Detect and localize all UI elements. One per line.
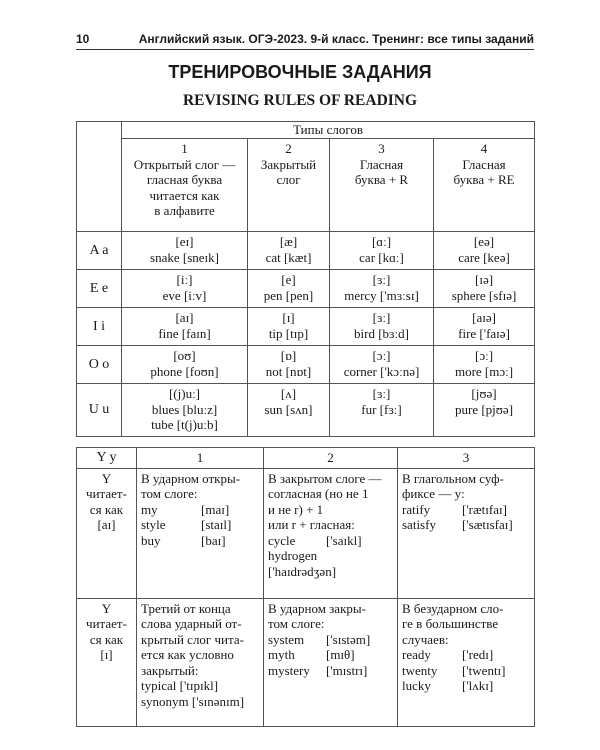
syllable-types-table xyxy=(76,121,535,437)
rule-cell: В ударном закры- том слоге: system ['sɪstəm] myth [mɪθ] mystery ['mɪstrɪ] xyxy=(264,598,398,726)
column-number: 2 xyxy=(264,448,398,469)
sound-cell: [aɪə] fire ['faɪə] xyxy=(434,308,535,346)
letter-y-table xyxy=(76,447,535,727)
corner-cell: Y y xyxy=(77,448,137,469)
letter-cell: A a xyxy=(77,232,122,270)
sound-cell: [jʊə] pure [pjʊə] xyxy=(434,384,535,437)
sound-cell: [ɔː] corner ['kɔːnə] xyxy=(330,346,434,384)
sound-cell: [ɜː] fur [fɜː] xyxy=(330,384,434,437)
column-number: 3 xyxy=(398,448,535,469)
sound-cell: [ʌ] sun [sʌn] xyxy=(248,384,330,437)
row-label: Y читает- ся как [aɪ] xyxy=(77,468,137,598)
column-header: 1 Открытый слог — гласная буква читается как в алфавите xyxy=(122,139,248,232)
example-line: system ['sɪstəm] xyxy=(268,631,371,647)
sound-cell: [ɪ] tip [tɪp] xyxy=(248,308,330,346)
sound-cell: [e] pen [pen] xyxy=(248,270,330,308)
table-row xyxy=(77,468,535,598)
column-number: 1 xyxy=(137,448,264,469)
table-row xyxy=(77,270,535,308)
y-header-row xyxy=(77,448,535,469)
empty-corner-cell xyxy=(77,122,122,232)
letter-cell: O o xyxy=(77,346,122,384)
rule-cell: Третий от конца слова ударный от- крытый слог чита- ется как условно закрытый: typical ['tɪpɪkl] synonym ['sɪnənɪm] xyxy=(137,598,264,726)
rule-cell: В безударном сло- ге в большинстве случаев: ready ['redɪ] twenty ['twentɪ] lucky ['lʌkɪ] xyxy=(398,598,535,726)
example-line: satisfy ['sætɪsfaɪ] xyxy=(402,517,513,532)
table-row xyxy=(77,384,535,437)
sound-cell: [aɪ] fine [faɪn] xyxy=(122,308,248,346)
example-line: buy [baɪ] xyxy=(141,532,226,548)
row-label: Y читает- ся как [ɪ] xyxy=(77,598,137,726)
section-subtitle: REVISING RULES OF READING xyxy=(182,92,418,109)
table-row xyxy=(77,598,535,726)
sound-cell: [ɜː] bird [bɜːd] xyxy=(330,308,434,346)
sound-cell: [ɪə] sphere [sfɪə] xyxy=(434,270,535,308)
rule-cell: В глагольном суф- фиксе — y: ratify ['rætɪfaɪ] satisfy ['sætɪsfaɪ] xyxy=(398,468,535,598)
letter-cell: E e xyxy=(77,270,122,308)
example-line: ready ['redɪ] xyxy=(402,647,494,662)
column-header: 4 Гласная буква + RE xyxy=(434,139,535,232)
column-header-row xyxy=(77,139,535,232)
sound-cell: [ɜː] mercy ['mɜːsɪ] xyxy=(330,270,434,308)
sound-cell: [ɒ] not [nɒt] xyxy=(248,346,330,384)
sound-cell: [eɪ] snake [sneɪk] xyxy=(122,232,248,270)
sound-cell: [ɔː] more [mɔː] xyxy=(434,346,535,384)
rule-cell: В закрытом слоге — согласная (но не 1 и не r) + 1 или r + гласная: cycle ['saɪkl] hydrogen ['haɪdrədʒən] xyxy=(264,468,398,598)
running-title: Английский язык. ОГЭ-2023. 9-й класс. Тренинг: все типы заданий xyxy=(138,32,534,46)
sound-cell: [iː] eve [iːv] xyxy=(122,270,248,308)
table-row xyxy=(77,232,535,270)
letter-cell: U u xyxy=(77,384,122,437)
table-row xyxy=(77,308,535,346)
example-line: cycle ['saɪkl] xyxy=(268,532,362,548)
header-rule xyxy=(76,49,534,50)
example-line: style [staɪl] xyxy=(141,517,232,532)
sound-cell: [oʊ] phone [foʊn] xyxy=(122,346,248,384)
page-number: 10 xyxy=(76,32,90,46)
rule-cell: В ударном откры- том слоге: my [maɪ] style [staɪl] buy [baɪ] xyxy=(137,468,264,598)
example-line: my [maɪ] xyxy=(141,501,230,517)
group-header-cell: Типы слогов xyxy=(122,122,535,139)
table-row xyxy=(77,346,535,384)
example-line: ratify ['rætɪfaɪ] xyxy=(402,501,507,517)
sound-cell: [ɑː] car [kɑː] xyxy=(330,232,434,270)
sound-cell: [(j)uː] blues [bluːz] tube [t(j)uːb] xyxy=(122,384,248,437)
sound-cell: [eə] care [keə] xyxy=(434,232,535,270)
page-title: ТРЕНИРОВОЧНЫЕ ЗАДАНИЯ xyxy=(168,62,432,82)
letter-cell: I i xyxy=(77,308,122,346)
column-header: 2 Закрытый слог xyxy=(248,139,330,232)
example-line: mystery ['mɪstrɪ] xyxy=(268,662,368,678)
example-line: lucky ['lʌkɪ] xyxy=(402,678,494,693)
example-line: twenty ['twentɪ] xyxy=(402,662,506,678)
column-header: 3 Гласная буква + R xyxy=(330,139,434,232)
sound-cell: [æ] cat [kæt] xyxy=(248,232,330,270)
example-line: myth [mɪθ] xyxy=(268,647,355,662)
